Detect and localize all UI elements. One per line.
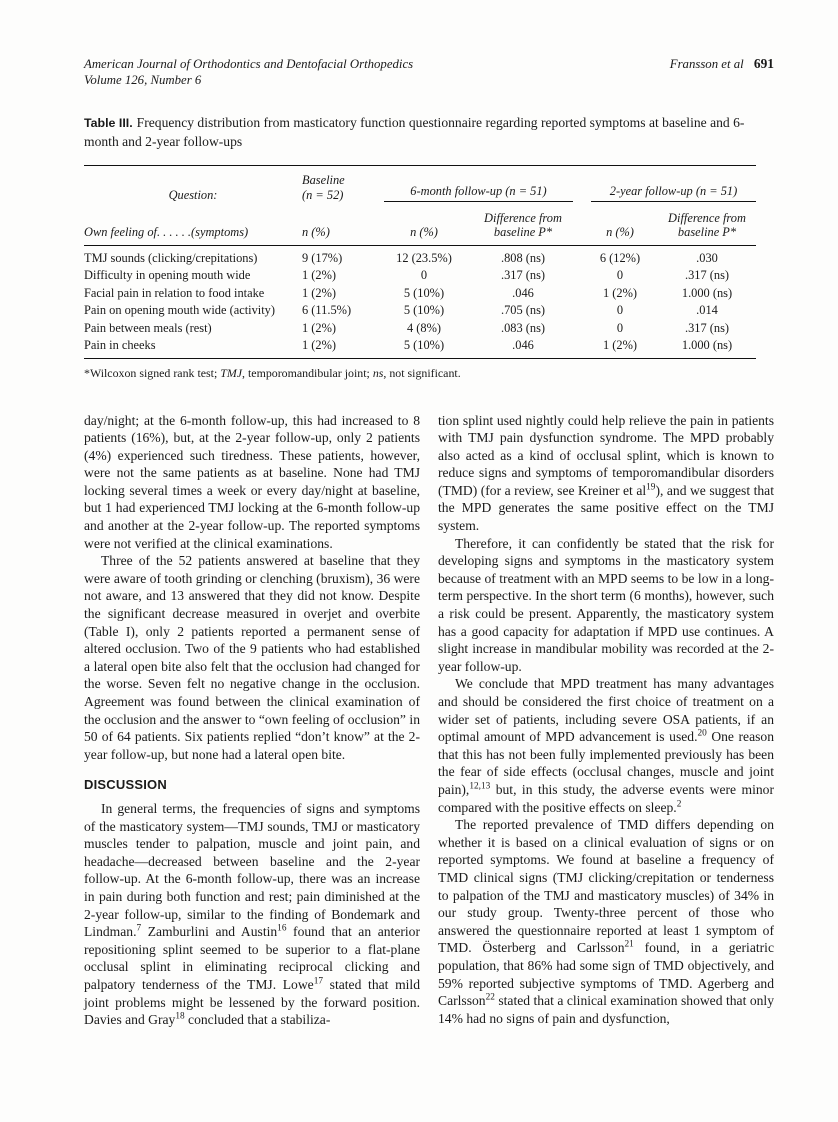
journal-title: American Journal of Orthodontics and Dentofacial Orthopedics: [84, 57, 414, 71]
table-row: Pain on opening mouth wide (activity) 6 (11.5%) 5 (10%) .705 (ns) 0 .014: [84, 303, 718, 317]
header-6month-group: 6-month follow-up (n = 51): [384, 166, 582, 204]
reference-superscript: 21: [624, 939, 634, 950]
reference-superscript: 18: [175, 1011, 185, 1022]
left-column: [84, 412, 420, 1029]
table-header-sub: [84, 204, 756, 246]
journal-volume: Volume 126, Number 6: [84, 73, 202, 87]
paragraph: The reported prevalence of TMD differs depending on whether it is based on a clinical evaluation of signs or on reported symptoms. We found at baseline a frequency of TMD clinical signs (TMJ clicking/crepitation or tenderness to palpation of the TMJ and masticatory muscles) of 34% in our study group. Twenty-three percent of those who answered the questionnaire reported at least 1 symptom of TMD. Österberg and Carlsson$^{21}$ found, in a geriatric population, that 86% had some sign of TMD objectively, and 59% reported subjective symptoms of TMD. Agerberg and Carlsson$^{22}$ stated that a clinical examination showed that only 14% had no signs of pain and dysfunction,: [438, 817, 774, 1026]
discussion-heading: DISCUSSION: [84, 777, 167, 793]
table-header-groups: [84, 166, 756, 204]
body-columns: [84, 412, 774, 1029]
reference-superscript: 12,13: [469, 781, 491, 792]
running-head-left: [84, 56, 413, 88]
reference-superscript: 22: [485, 992, 495, 1003]
reference-superscript: 16: [277, 923, 287, 934]
paragraph: In general terms, the frequencies of signs and symptoms of the masticatory system—TMJ sounds, TMJ or masticatory muscles tender to palpation, muscle and joint pain, and headache—decreased between baseline and the 2-year follow-up. At the 6-month follow-up, there was an increase in pain during both function and rest; pain diminished at the 2-year follow-up, similar to the finding of Bondemark and Lindman.$^7$ Zamburlini and Austin$^{16}$ found that an anterior repositioning splint seemed to be superior to a flat-plane occlusal splint in eliminating reciprocal clicking and palpatory tenderness of the TMJ. Lowe$^{17}$ stated that mild joint problems might be lessened by the forward position. Davies and Gray$^{18}$ concluded that a stabiliza-: [84, 800, 421, 1028]
table-row: Pain between meals (rest) 1 (2%) 4 (8%) .083 (ns) 0 .317 (ns): [84, 320, 730, 335]
header-diff-2year: Difference from baseline P*: [658, 204, 756, 246]
running-head-right: [670, 56, 774, 72]
table-row: Facial pain in relation to food intake 1 (2%) 5 (10%) .046 1 (2%) 1.000 (ns): [84, 285, 733, 300]
reference-superscript: 17: [313, 976, 324, 987]
page-header: [84, 56, 774, 88]
reference-superscript: 19: [646, 482, 656, 493]
table-label: Table III.: [84, 116, 133, 130]
paragraph-continuation: tion splint used nightly could help relieve the pain in patients with TMJ pain dysfunction syndrome. The MPD probably also acted as a kind of occlusal splint, which is known to reduce signs and symptoms of temporomandibular disorders (TMD) (for a review, see Kreiner et $al^{19}$), and we suggest that the MPD generates the same positive effect on the TMJ system.: [438, 412, 774, 534]
reference-superscript: 2: [676, 799, 682, 810]
header-n-pct-2year: n (%): [582, 204, 658, 246]
page-number: 691: [753, 56, 774, 71]
right-column: [438, 412, 774, 1029]
reference-superscript: 7: [136, 923, 142, 934]
table-row: Difficulty in opening mouth wide 1 (2%) 0 .317 (ns) 0 .317 (ns): [84, 268, 730, 282]
table-footnote: *Wilcoxon signed rank test; TMJ, temporomandibular joint; ns, not significant.: [84, 365, 461, 380]
header-2year-group: 2-year follow-up (n = 51): [582, 166, 756, 204]
symptoms-frequency-table: [84, 165, 756, 359]
table-row: Pain in cheeks 1 (2%) 5 (10%) .046 1 (2%) 1.000 (ns): [84, 338, 733, 352]
header-diff-6month: Difference from baseline P*: [464, 204, 582, 246]
table-row: TMJ sounds (clicking/crepitations) 9 (17%) 12 (23.5%) .808 (ns) 6 (12%) .030: [84, 250, 718, 265]
header-own-feeling: Own feeling of. . . . . .(symptoms): [84, 204, 302, 246]
table-caption: [84, 114, 774, 150]
header-question: Question:: [168, 187, 218, 202]
paragraph: We conclude that MPD treatment has many advantages and should be considered the first choice of treatment on a wider set of patients, including severe OSA patients, if an optimal amount of MPD advancement is used.$^{20}$ One reason that this has not been fully implemented previously has been the fear of side effects (occlusal changes, muscle and joint pain),$^{12,13}$ but, in this study, the adverse events were minor compared with the positive effects on sleep.$^2$: [438, 676, 774, 815]
header-n-pct-6month: n (%): [384, 204, 464, 246]
table-caption-text: Frequency distribution from masticatory function questionnaire regarding reported symptoms at baseline and 6-month and 2-year follow-ups: [84, 115, 745, 149]
paragraph-continuation: day/night; at the 6-month follow-up, this had increased to 8 patients (16%), but, at the 2-year follow-up, only 2 patients (4%) experienced such tiredness. These patients, however, were not the same patients as at baseline. None had TMJ locking several times a week or every day/night at baseline, but 1 had experienced TMJ locking at the 6-month follow-up and another at the 2-year follow-up. The reported symptoms were not verified at the clinical examinations.: [84, 412, 420, 551]
header-n-pct-baseline: n (%): [302, 204, 384, 246]
reference-superscript: 20: [697, 728, 707, 739]
header-baseline: Baseline (n = 52): [302, 173, 345, 202]
running-head-authors: Fransson et al: [669, 57, 744, 71]
paragraph: Therefore, it can confidently be stated that the risk for developing signs and symptoms in the masticatory system because of treatment with an MPD seems to be low in a long-term perspective. In the short term (6 months), however, such a risk could be present. Apparently, the masticatory system has a good capacity for adaptation if MPD use continues. A slight increase in mandibular mobility was recorded at the 2-year follow-up.: [438, 535, 774, 674]
paragraph: Three of the 52 patients answered at baseline that they were aware of tooth grinding or clenching (bruxism), 36 were not aware, and 13 answered that they did not know. Despite the significant decrease measured in overjet and overbite (Table I), only 2 patients reported a permanent sense of altered occlusion. Two of the 9 patients who had established a lateral open bite also felt that the occlusion had changed for the worse. Seven felt no negative change in the occlusion. Agreement was found between the clinical examination of the occlusion and the answer to “own feeling of occlusion” in 50 of 64 patients. Six patients replied “don’t know” at the 2-year follow-up, but none had a lateral open bite.: [84, 553, 420, 762]
